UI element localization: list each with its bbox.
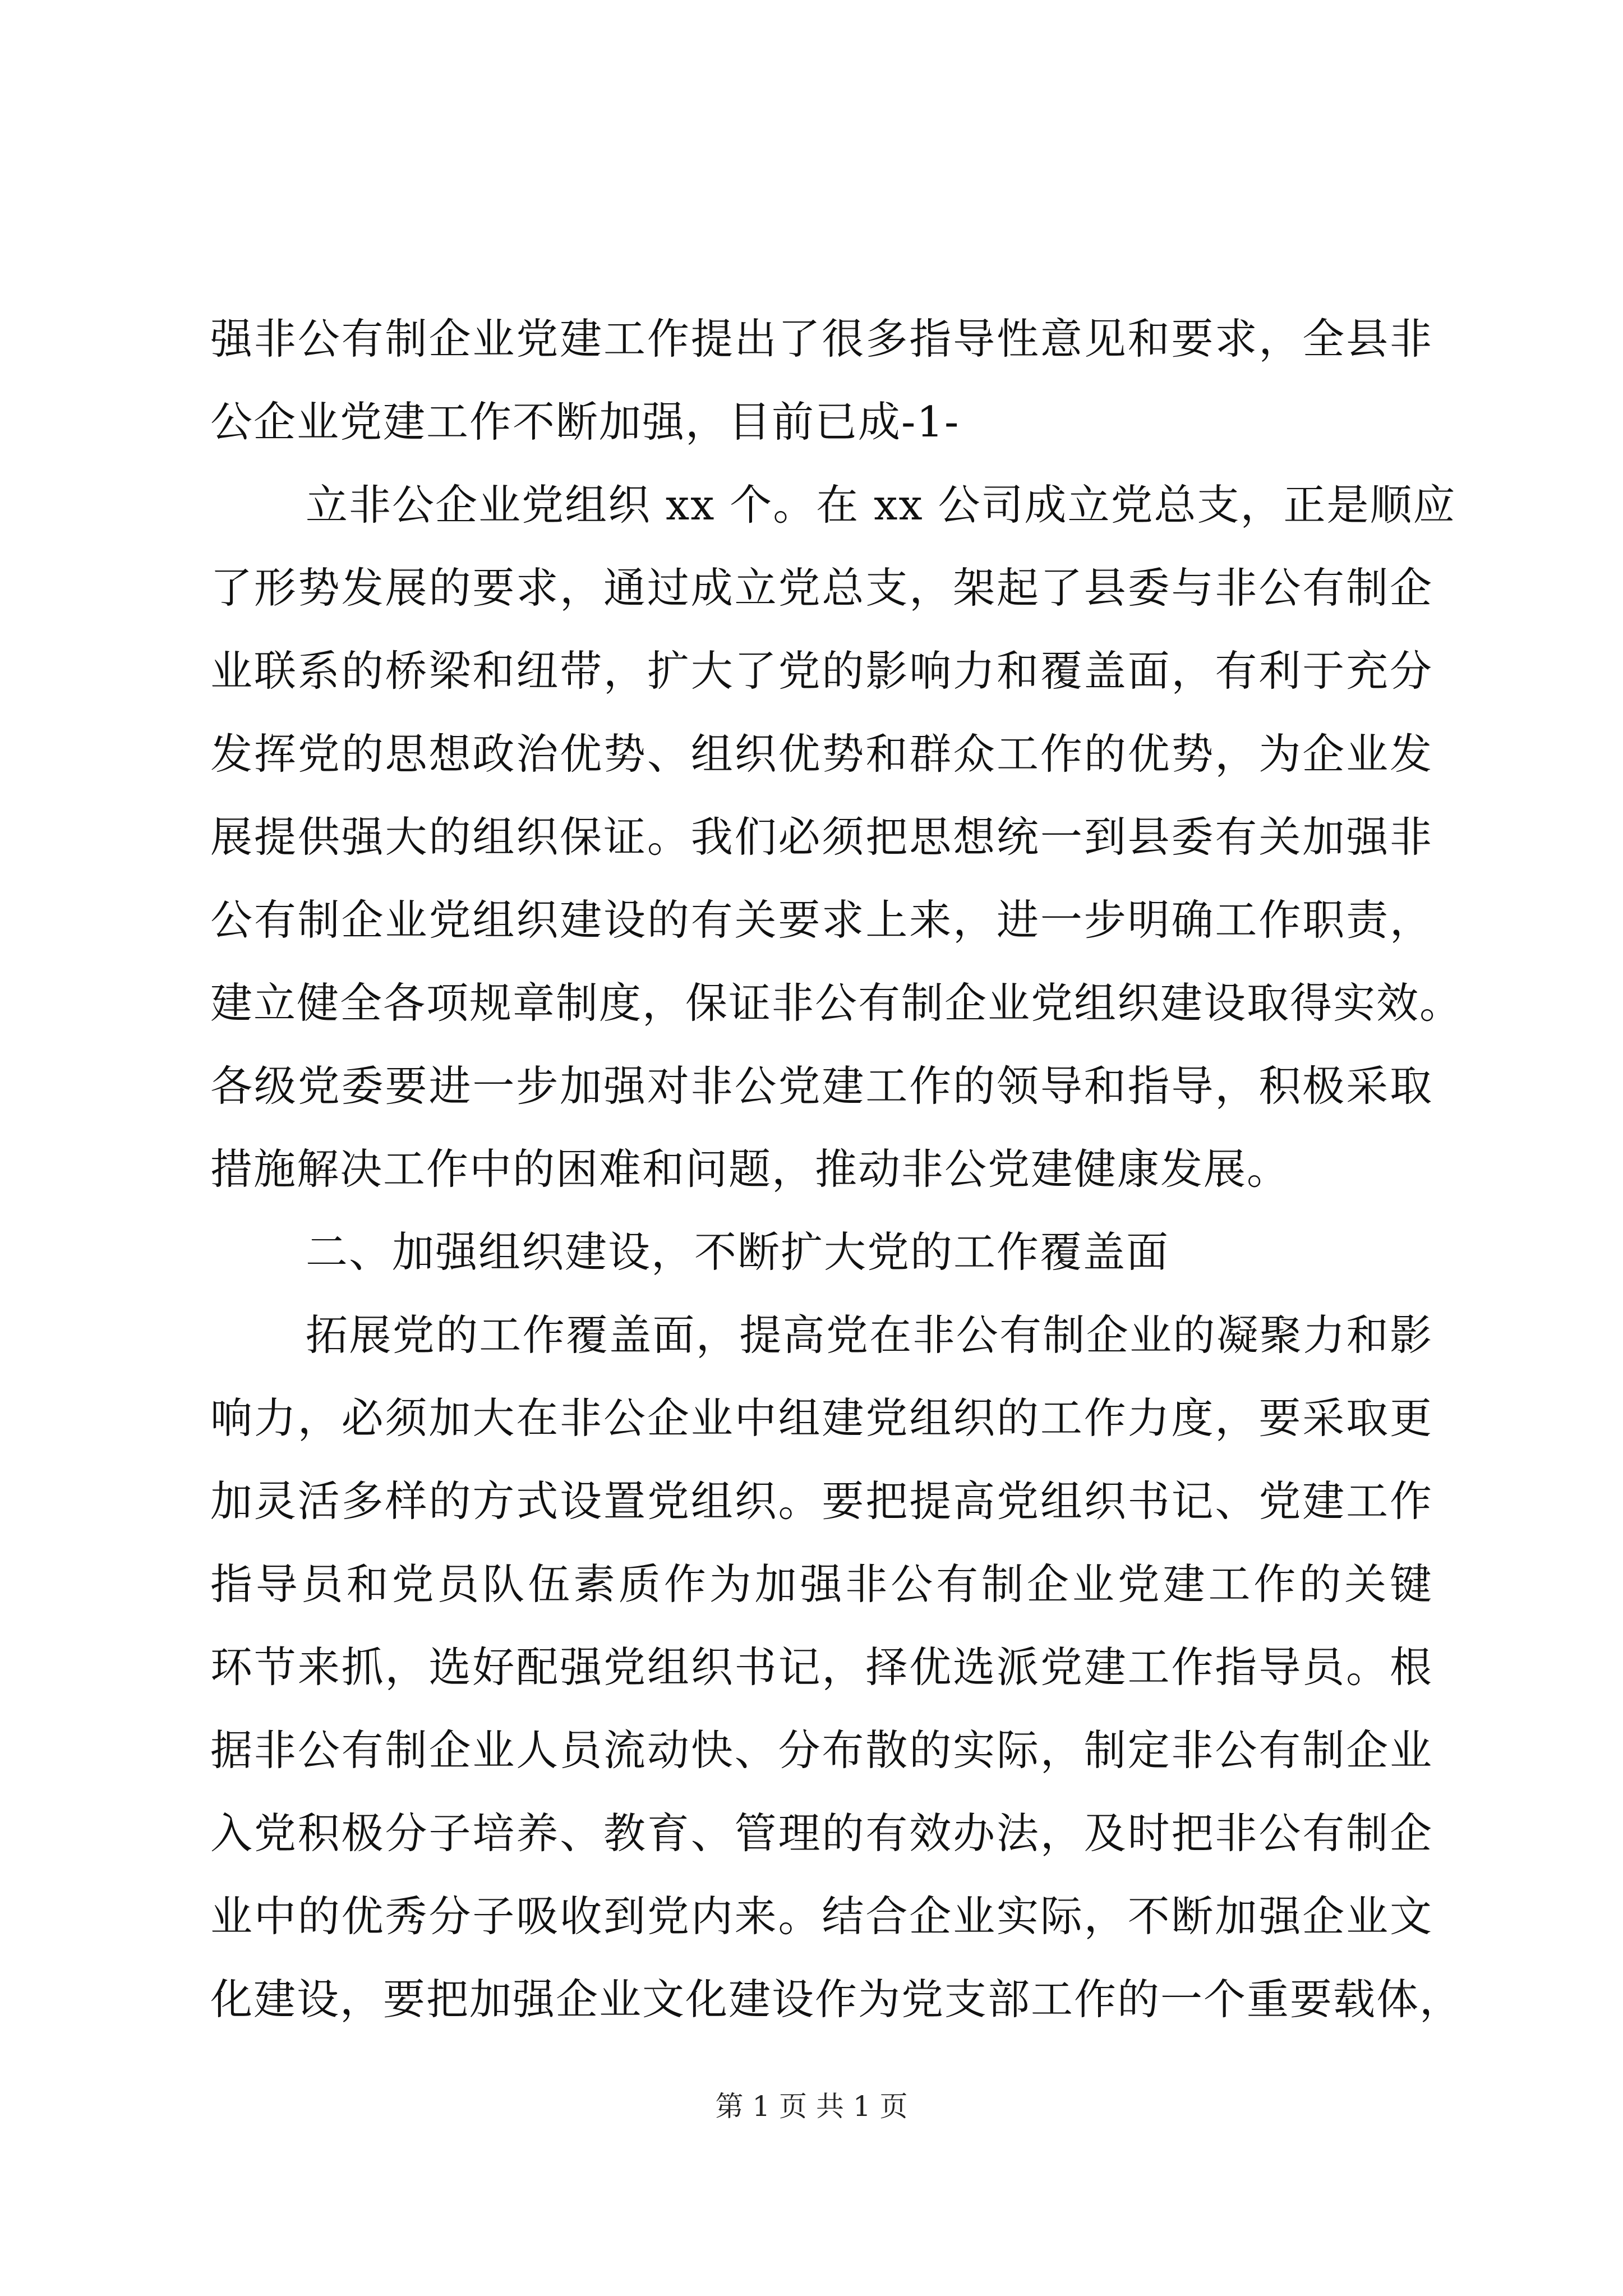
text-line: 业联系的桥梁和纽带，扩大了党的影响力和覆盖面，有利于充分 [210, 646, 1433, 696]
text-line: 公企业党建工作不断加强，目前已成-1- [210, 397, 960, 447]
text-line: 环节来抓，选好配强党组织书记，择优选派党建工作指导员。根 [210, 1642, 1433, 1692]
text-line: 入党积极分子培养、教育、管理的有效办法，及时把非公有制企 [210, 1809, 1433, 1858]
page-number-footer: 第 1 页 共 1 页 [715, 2090, 908, 2123]
text-line: 各级党委要进一步加强对非公党建工作的领导和指导，积极采取 [210, 1061, 1433, 1111]
paragraph-start-line: 立非公企业党组织 xx 个。在 xx 公司成立党总支，正是顺应 [306, 480, 1456, 530]
text-line: 强非公有制企业党建工作提出了很多指导性意见和要求，全县非 [210, 314, 1433, 364]
text-line: 业中的优秀分子吸收到党内来。结合企业实际，不断加强企业文 [210, 1892, 1433, 1941]
section-heading: 二、加强组织建设，不断扩大党的工作覆盖面 [306, 1227, 1170, 1277]
text-line: 公有制企业党组织建设的有关要求上来，进一步明确工作职责， [210, 895, 1433, 945]
paragraph-start-line: 拓展党的工作覆盖面，提高党在非公有制企业的凝聚力和影 [306, 1310, 1433, 1360]
document-body [210, 297, 1463, 2041]
text-line: 指导员和党员队伍素质作为加强非公有制企业党建工作的关键 [210, 1559, 1433, 1609]
text-line: 建立健全各项规章制度，保证非公有制企业党组织建设取得实效。 [210, 978, 1463, 1028]
text-line: 了形势发展的要求，通过成立党总支，架起了县委与非公有制企 [210, 563, 1433, 613]
text-line: 据非公有制企业人员流动快、分布散的实际，制定非公有制企业 [210, 1726, 1433, 1775]
text-line: 发挥党的思想政治优势、组织优势和群众工作的优势，为企业发 [210, 729, 1433, 779]
text-line: 展提供强大的组织保证。我们必须把思想统一到县委有关加强非 [210, 812, 1433, 862]
text-line: 加灵活多样的方式设置党组织。要把提高党组织书记、党建工作 [210, 1476, 1433, 1526]
text-line: 化建设，要把加强企业文化建设作为党支部工作的一个重要载体， [210, 1975, 1463, 2024]
text-line: 措施解决工作中的困难和问题，推动非公党建健康发展。 [210, 1144, 1290, 1194]
text-line: 响力，必须加大在非公企业中组建党组织的工作力度，要采取更 [210, 1393, 1433, 1443]
